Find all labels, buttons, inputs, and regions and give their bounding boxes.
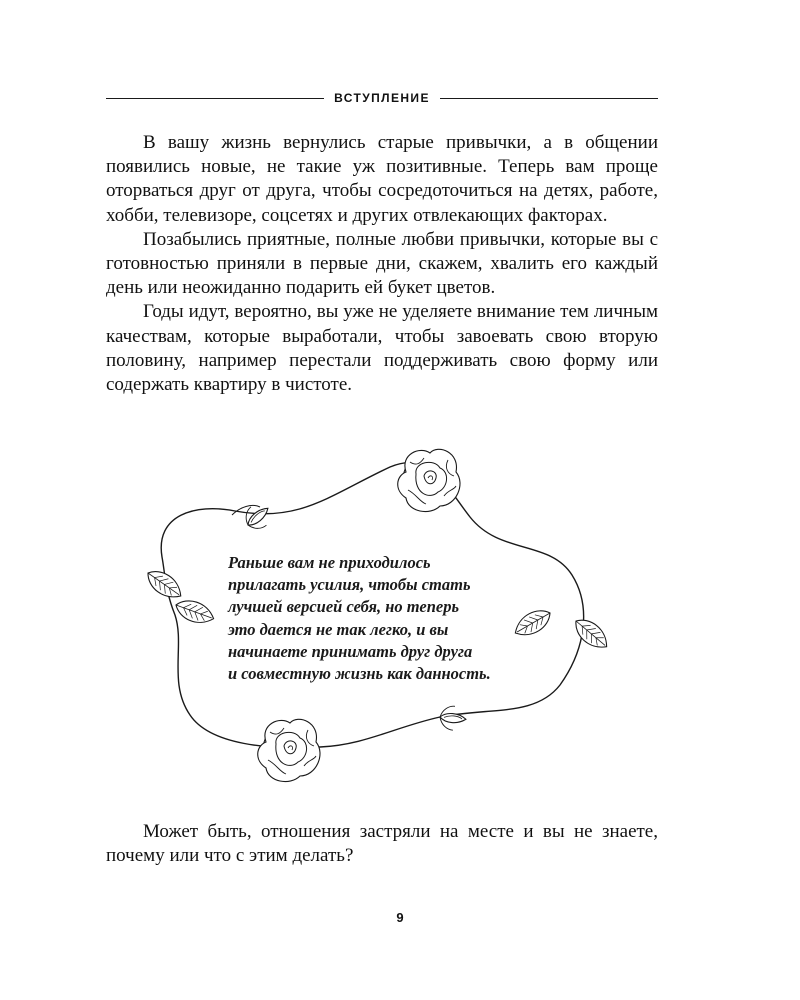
- paragraph: В вашу жизнь вернулись старые привычки, а в общении появились новые, не такие уж позитивные. Теперь вам проще оторваться друг от друга, чтобы сосредоточиться на детях, работе, хобби, телевизоре, соцсетях и других отвлекающих факторах.: [106, 132, 658, 226]
- quote-frame: [140, 445, 620, 790]
- running-header: [106, 88, 658, 108]
- page-number: 9: [396, 910, 404, 925]
- quote-line: и совместную жизнь как данность.: [228, 664, 491, 684]
- quote-line: прилагать усилия, чтобы стать: [228, 575, 471, 595]
- header-rule-left: [106, 98, 324, 99]
- quote-line: это дается не так легко, и вы: [228, 619, 449, 639]
- quote-line: лучшей версией себя, но теперь: [228, 597, 460, 617]
- closing-text: [106, 820, 658, 868]
- paragraph: Годы идут, вероятно, вы уже не уделяете внимание тем личным качествам, которые выработали, чтобы завоевать свою вторую половину, например перестали поддерживать свою форму или содержать квартиру в чистоте.: [106, 301, 658, 396]
- chapter-title: ВСТУПЛЕНИЕ: [334, 91, 430, 105]
- pull-quote: [228, 552, 558, 685]
- paragraph: Может быть, отношения застряли на месте и вы не знаете, почему или что с этим делать?: [106, 821, 658, 867]
- body-text: [106, 131, 658, 397]
- paragraph: Позабылись приятные, полные любви привычки, которые вы с готовностью приняли в первые дни, скажем, хвалить его каждый день или неожиданно подарить ей букет цветов.: [106, 228, 658, 299]
- header-rule-right: [440, 98, 658, 99]
- quote-line: начинаете принимать друг друга: [228, 641, 473, 661]
- quote-line: Раньше вам не приходилось: [228, 553, 431, 572]
